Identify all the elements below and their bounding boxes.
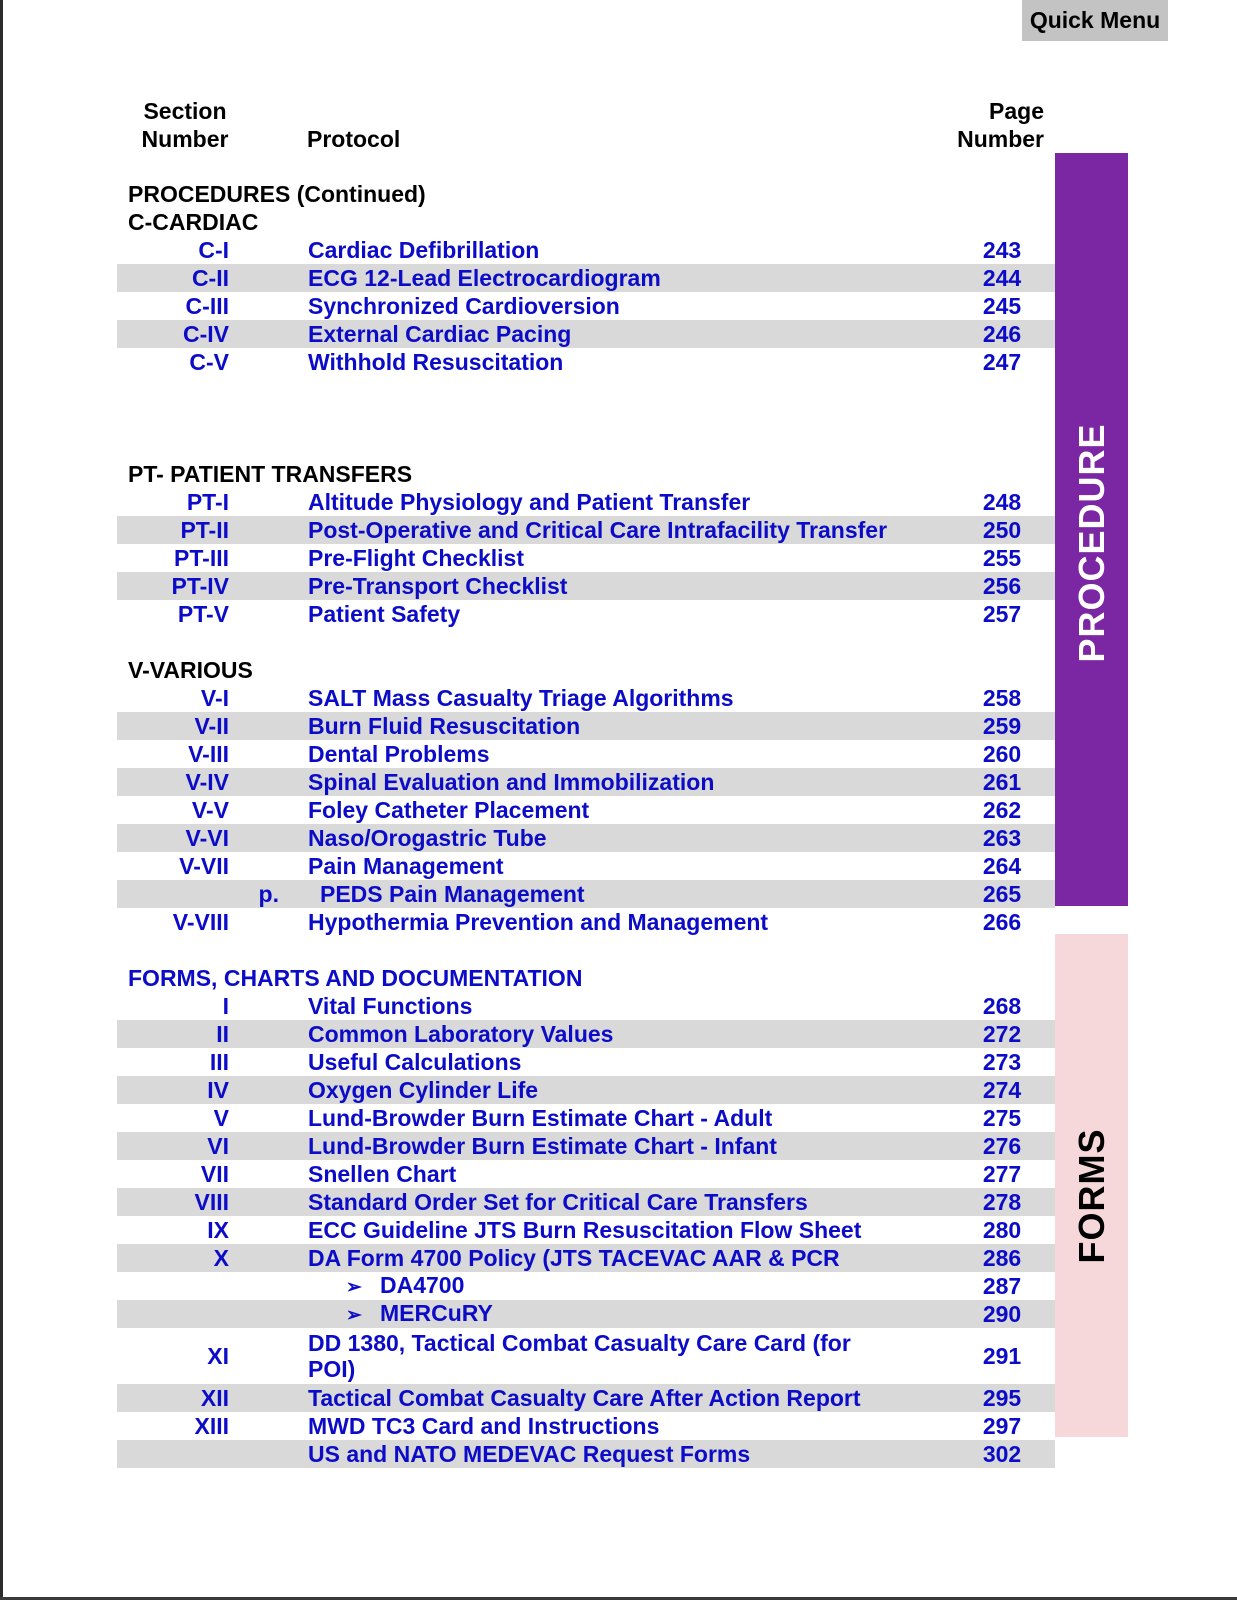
section-number: C-II [191,264,229,291]
toc-row[interactable] [117,1244,1055,1272]
section-number: VIII [194,1188,229,1215]
toc-row[interactable] [117,516,1055,544]
section-number: C-III [185,292,229,319]
section-header-line1: Section [143,98,227,124]
section-number: II [216,1020,229,1047]
toc-row[interactable] [117,488,1055,516]
section-number: I [222,992,229,1019]
toc-row[interactable] [117,264,1055,292]
page-number[interactable]: 277 [982,1160,1022,1187]
toc-row[interactable] [117,740,1055,768]
spacer [117,376,1055,432]
section-number: C-IV [183,320,229,347]
section-number: V-II [194,712,229,739]
protocol-link[interactable]: Vital Functions [308,993,473,1019]
group-title-cardiac: C-CARDIAC [128,209,259,235]
protocol-link[interactable]: Standard Order Set for Critical Care Transfers [308,1189,808,1215]
page-number[interactable]: 297 [982,1412,1022,1439]
page-number[interactable]: 244 [982,264,1022,291]
toc-row[interactable] [117,320,1055,348]
page-number[interactable]: 280 [982,1216,1022,1243]
page-number[interactable]: 245 [982,292,1022,319]
protocol-link[interactable]: Pre-Transport Checklist [308,573,568,599]
spacer [117,432,1055,460]
protocol-link[interactable]: Burn Fluid Resuscitation [308,713,581,739]
toc-row[interactable] [117,1412,1055,1440]
page-header-line2: Number [957,126,1044,152]
toc-row[interactable] [117,600,1055,628]
section-number: V-V [191,796,229,823]
page-number[interactable]: 263 [982,824,1022,851]
section-number-header [130,97,240,153]
protocol-link[interactable]: Tactical Combat Casualty Care After Action Report [308,1385,861,1411]
page-number[interactable]: 247 [982,348,1022,375]
protocol-link[interactable]: SALT Mass Casualty Triage Algorithms [308,685,734,711]
protocol-link[interactable]: DD 1380, Tactical Combat Casualty Care Card (for POI) [308,1330,851,1382]
protocol-link[interactable]: Pain Management [308,853,504,879]
protocol-link[interactable]: Oxygen Cylinder Life [308,1077,539,1103]
protocol-link[interactable] [229,1300,949,1329]
section-number: PT-II [180,516,229,543]
section-number: XIII [194,1412,229,1439]
toc-row[interactable] [117,1384,1055,1412]
protocol-link[interactable]: Foley Catheter Placement [308,797,590,823]
section-number: V-IV [185,768,229,795]
toc-row[interactable] [117,1300,1055,1328]
toc-row[interactable] [117,1020,1055,1048]
protocol-link[interactable]: Naso/Orogastric Tube [308,825,547,851]
section-number: IX [207,1216,229,1243]
spacer [117,936,1055,964]
page-number[interactable]: 265 [982,880,1022,907]
toc-row[interactable] [117,1076,1055,1104]
section-number: PT-I [186,488,229,515]
page-number-header [930,97,1044,153]
page-number[interactable]: 302 [982,1440,1022,1467]
section-header-line2: Number [141,126,229,152]
group-title-forms: FORMS, CHARTS AND DOCUMENTATION [128,965,583,991]
page-number[interactable]: 275 [982,1104,1022,1131]
page-number[interactable]: 268 [982,992,1022,1019]
page-number[interactable]: 261 [982,768,1022,795]
forms-tab-label: FORMS [1070,1128,1112,1264]
toc-row[interactable] [117,908,1055,936]
section-number: PT-IV [171,572,229,599]
page-number[interactable]: 250 [982,516,1022,543]
page-number[interactable]: 290 [982,1300,1022,1327]
toc-row[interactable] [117,796,1055,824]
toc-row[interactable] [117,544,1055,572]
section-number: X [213,1244,229,1271]
protocol-link[interactable] [229,1272,949,1301]
page-number[interactable]: 273 [982,1048,1022,1075]
quick-menu-button[interactable]: Quick Menu [1022,0,1168,41]
section-number: V [213,1104,229,1131]
toc-row[interactable] [117,684,1055,712]
protocol-link[interactable]: Post-Operative and Critical Care Intrafacility Transfer [308,517,888,543]
page-header-line1: Page [989,98,1044,124]
protocol-link[interactable]: US and NATO MEDEVAC Request Forms [308,1441,751,1467]
protocol-link[interactable]: Useful Calculations [308,1049,522,1075]
page-number[interactable]: 246 [982,320,1022,347]
spacer [117,628,1055,656]
toc-row[interactable] [117,1104,1055,1132]
page-number[interactable]: 291 [982,1342,1022,1369]
page-number[interactable]: 266 [982,908,1022,935]
toc-row[interactable] [117,1216,1055,1244]
protocol-link[interactable]: ECG 12-Lead Electrocardiogram [308,265,661,291]
section-number: XII [200,1384,229,1411]
table-of-contents [117,180,1055,1468]
subsection-marker: p. [258,880,279,907]
toc-row[interactable] [117,1328,1055,1384]
protocol-link[interactable]: Hypothermia Prevention and Management [308,909,769,935]
toc-row[interactable] [117,1048,1055,1076]
toc-row[interactable] [117,852,1055,880]
procedure-side-tab[interactable] [1055,153,1128,906]
protocol-link-text[interactable]: DA4700 [380,1271,465,1298]
toc-row[interactable] [117,1440,1055,1468]
section-number: V-III [188,740,229,767]
toc-row[interactable] [117,768,1055,796]
protocol-link[interactable]: Withhold Resuscitation [308,349,564,375]
page-number[interactable]: 272 [982,1020,1022,1047]
protocol-link[interactable]: PEDS Pain Management [320,881,585,907]
protocol-link[interactable]: Snellen Chart [308,1161,457,1187]
page-number[interactable]: 262 [982,796,1022,823]
page-number[interactable]: 295 [982,1384,1022,1411]
protocol-link[interactable]: Common Laboratory Values [308,1021,614,1047]
page-number[interactable]: 264 [982,852,1022,879]
section-number: V-VI [185,824,229,851]
forms-side-tab[interactable] [1055,934,1128,1437]
page-number[interactable]: 276 [982,1132,1022,1159]
section-number: C-V [189,348,229,375]
toc-row[interactable] [117,292,1055,320]
protocol-link[interactable]: Altitude Physiology and Patient Transfer [308,489,751,515]
arrow-bullet-icon: ➢ [346,1276,362,1298]
toc-row[interactable] [117,880,1055,908]
protocol-link[interactable]: MWD TC3 Card and Instructions [308,1413,660,1439]
protocol-link[interactable]: ECC Guideline JTS Burn Resuscitation Flow Sheet [308,1217,862,1243]
protocol-link[interactable]: Patient Safety [308,601,461,627]
protocol-link[interactable]: Lund-Browder Burn Estimate Chart - Adult [308,1105,773,1131]
protocol-link[interactable]: Synchronized Cardioversion [308,293,620,319]
section-number: V-VIII [172,908,229,935]
section-number: PT-III [174,544,229,571]
toc-row[interactable] [117,824,1055,852]
page-number[interactable]: 287 [982,1272,1022,1299]
protocol-link[interactable]: Pre-Flight Checklist [308,545,524,571]
protocol-link[interactable]: Dental Problems [308,741,490,767]
page-number[interactable]: 258 [982,684,1022,711]
page-number[interactable]: 248 [982,488,1022,515]
page-number[interactable]: 259 [982,712,1022,739]
group-title-patient-transfers: PT- PATIENT TRANSFERS [128,461,413,487]
toc-row[interactable] [117,348,1055,376]
page-number[interactable]: 286 [982,1244,1022,1271]
toc-row[interactable] [117,1272,1055,1300]
window-border-left [0,0,3,1600]
section-number: PT-V [177,600,229,627]
group-title-various: V-VARIOUS [128,657,253,683]
procedure-tab-label: PROCEDURE [1070,423,1112,663]
arrow-bullet-icon: ➢ [346,1304,362,1326]
toc-row[interactable] [117,236,1055,264]
page-number[interactable]: 257 [982,600,1022,627]
toc-row[interactable] [117,1188,1055,1216]
toc-row[interactable] [117,1160,1055,1188]
section-number: IV [207,1076,229,1103]
section-number: XI [207,1342,229,1369]
section-number: VI [207,1132,229,1159]
protocol-header: Protocol [307,126,401,152]
section-number: III [209,1048,229,1075]
page-number[interactable]: 260 [982,740,1022,767]
toc-row[interactable] [117,572,1055,600]
protocol-link[interactable]: Spinal Evaluation and Immobilization [308,769,715,795]
section-number: VII [200,1160,229,1187]
section-number: C-I [198,236,229,263]
toc-row[interactable] [117,1132,1055,1160]
toc-row[interactable] [117,712,1055,740]
section-number: V-VII [179,852,229,879]
page-number[interactable]: 243 [982,236,1022,263]
protocol-link[interactable]: DA Form 4700 Policy (JTS TACEVAC AAR & PCR [308,1245,840,1271]
page-number[interactable]: 255 [982,544,1022,571]
protocol-link[interactable]: External Cardiac Pacing [308,321,572,347]
toc-row[interactable] [117,992,1055,1020]
procedures-continued-title: PROCEDURES (Continued) [128,181,426,207]
section-number: V-I [200,684,229,711]
page-number[interactable]: 256 [982,572,1022,599]
protocol-link[interactable]: Lund-Browder Burn Estimate Chart - Infant [308,1133,777,1159]
page-number[interactable]: 278 [982,1188,1022,1215]
page-number[interactable]: 274 [982,1076,1022,1103]
protocol-link-text[interactable]: MERCuRY [380,1299,493,1326]
protocol-link[interactable]: Cardiac Defibrillation [308,237,540,263]
